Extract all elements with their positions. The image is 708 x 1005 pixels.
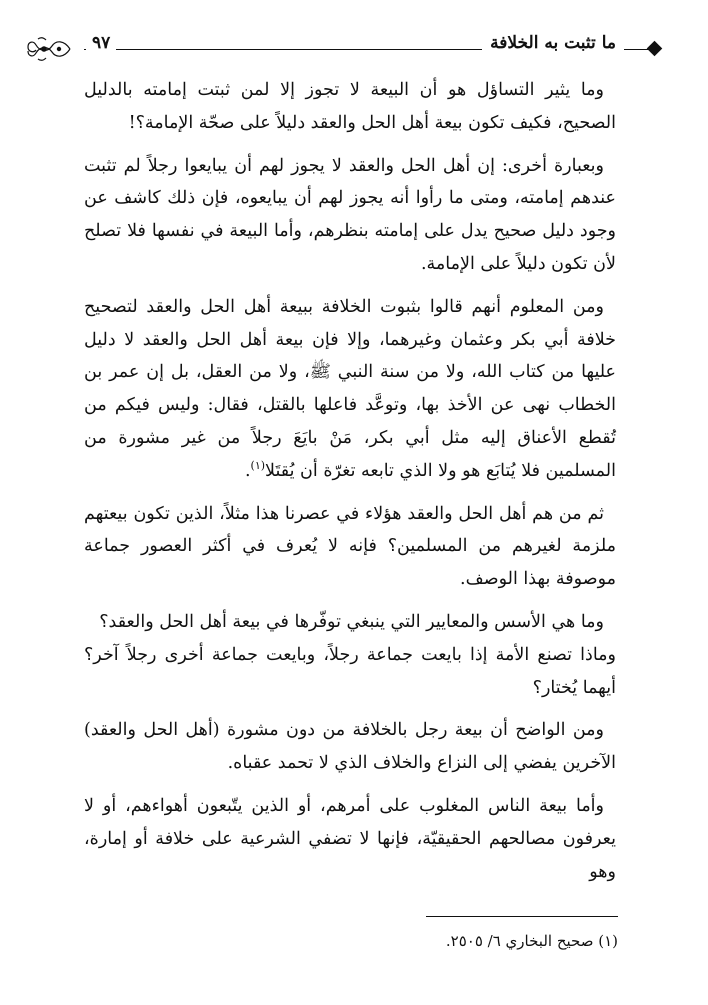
paragraph-text: ومن الواضح أن بيعة رجل بالخلافة من دون مشورة (أهل الحل والعقد) الآخرين يفضي إلى النزاع والخلاف الذي لا تحمد عقباه.	[84, 720, 616, 774]
body-text	[84, 74, 616, 898]
paragraph-text: وماذا تصنع الأمة إذا بايعت جماعة رجلاً، وبايعت جماعة أخرى رجلاً آخر؟ أيهما يُختار؟	[84, 644, 616, 698]
paragraph-text: ومن المعلوم أنهم قالوا بثبوت الخلافة ببيعة أهل الحل والعقد لتصحيح خلافة أبي بكر وعثمان وغيرهما، وإلا فإن بيعة أهل الحل والعقد لا دليل عليها من كتاب الله، ولا من سنة النبي ﷺ، ولا من العقل، بل إن عمر بن الخطاب نهى عن الأخذ بها، وتوعَّد فاعلها بالقتل، فقال: وليس فيكم من تُقطع الأعناق إليه مثل أبي بكر، مَنْ بايَعَ رجلاً من غير مشورة من المسلمين فلا يُتابَع هو ولا الذي تابعه تغرّة أن يُقتَلا	[84, 296, 616, 481]
chapter-title: ما تثبت به الخلافة	[482, 33, 624, 53]
running-header	[26, 30, 662, 70]
footnote: (١) صحيح البخاري ٦/ ٢٥٠٥.	[445, 932, 618, 950]
diamond-icon	[647, 41, 663, 57]
paragraph-text: ثم من هم أهل الحل والعقد هؤلاء في عصرنا هذا مثلاً، الذين تكون بيعتهم ملزمة لغيرهم من المسلمين؟ فإنه لا يُعرف في أكثر العصور جماعة موصوفة بهذا الوصف.	[84, 503, 616, 590]
paragraph-text: وأما بيعة الناس المغلوب على أمرهم، أو الذين يتّبعون أهواءهم، أو لا يعرفون مصالحهم الحقيقيّة، فإنها لا تضفي الشرعية على خلافة أو إمارة، وهو	[84, 795, 616, 882]
paragraph	[84, 639, 616, 705]
paragraph	[84, 291, 616, 488]
paragraph	[84, 790, 616, 888]
ornament-icon	[26, 34, 72, 64]
footnote-marker: (١)	[250, 458, 266, 472]
paragraph	[84, 714, 616, 780]
paragraph	[84, 606, 616, 639]
paragraph-tail: .	[244, 460, 251, 481]
paragraph-text: وبعبارة أخرى: إن أهل الحل والعقد لا يجوز لهم أن يبايعوا رجلاً لم تثبت عندهم إمامته، ومتى ما رأوا أنه يجوز لهم أن يبايعوه، فإن ذلك كاشف عن وجود دليل صحيح يدل على إمامته بنظرهم، وأما البيعة في نفسها فلا تصلح لأن تكون دليلاً على الإمامة.	[84, 155, 616, 274]
footnote-rule	[426, 916, 618, 917]
page-number: ٩٧	[86, 33, 116, 53]
paragraph-text: وما يثير التساؤل هو أن البيعة لا تجوز إلا لمن ثبتت إمامته بالدليل الصحيح، فكيف تكون بيعة أهل الحل والعقد دليلاً على صحّة الإمامة؟!	[84, 80, 616, 133]
paragraph	[84, 150, 616, 281]
paragraph	[84, 74, 616, 140]
paragraph-text: وما هي الأسس والمعايير التي ينبغي توفّرها في بيعة أهل الحل والعقد؟	[99, 611, 604, 632]
paragraph	[84, 498, 616, 596]
